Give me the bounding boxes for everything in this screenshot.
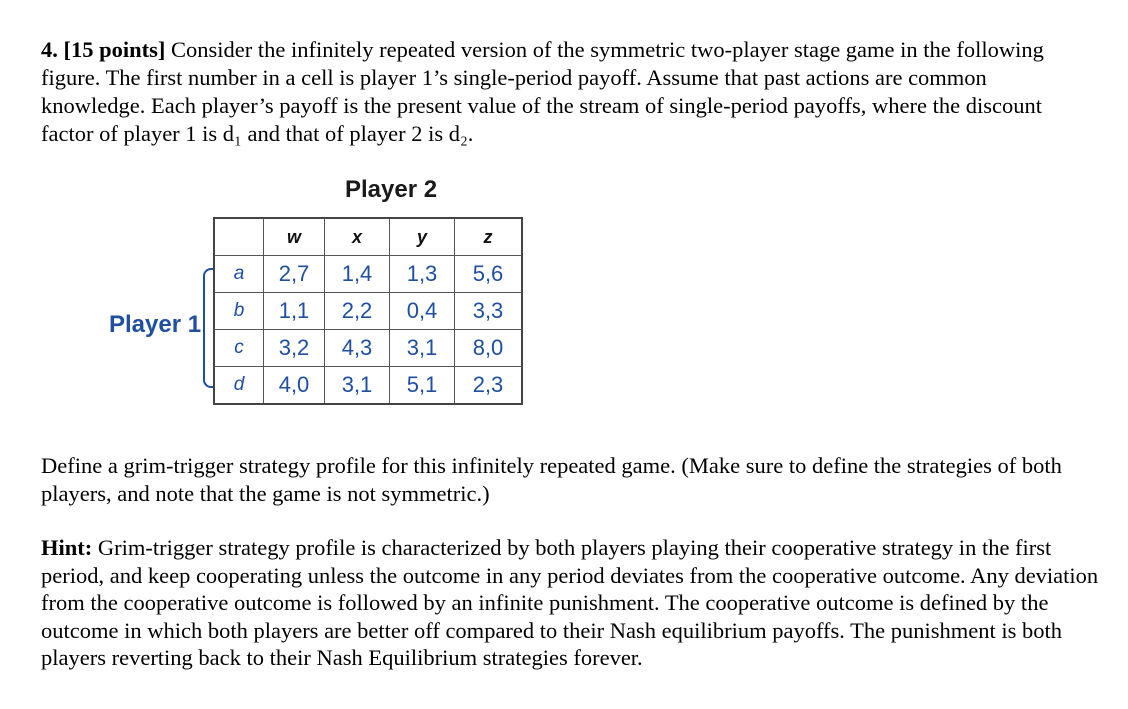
question-number: 4. [15 points] [41,37,166,62]
definition-text: Define a grim-trigger strategy profile for this infinitely repeated game. (Make sure to define the strategies of both players, and note that the game is not symmetric.) [41,453,1062,506]
payoff-cell: 3,2 [264,330,325,367]
payoff-cell: 4,0 [264,367,325,405]
table-corner [214,218,264,256]
payoff-cell: 3,1 [325,367,390,405]
hint-text [41,534,1101,672]
player2-label: Player 2 [345,176,438,203]
payoff-cell: 0,4 [390,293,455,330]
player1-brace-bottom [203,328,213,388]
payoff-matrix [213,217,523,405]
row-header-c: c [214,330,264,367]
payoff-cell: 4,3 [325,330,390,367]
question-text [41,36,1091,148]
column-header-y: y [390,218,455,256]
payoff-cell: 5,6 [455,256,523,293]
column-header-z: z [455,218,523,256]
payoff-cell: 3,1 [390,330,455,367]
question-body: Consider the infinitely repeated version of the symmetric two-player stage game in the following figure. The first number in a cell is player 1’s single-period payoff. Assume that past actions are common knowledge. Each player’s payoff is the present value of the stream of single-period payoffs, where the discount factor of player 1 is d₁ and that of player 2 is d₂. [41,37,1044,146]
payoff-cell: 1,4 [325,256,390,293]
table-row [214,330,522,367]
row-header-d: d [214,367,264,405]
hint-label: Hint: [41,535,93,560]
column-header-row [214,218,522,256]
row-header-b: b [214,293,264,330]
player1-label: Player 1 [109,311,202,338]
payoff-cell: 2,7 [264,256,325,293]
player1-brace-top [203,268,213,328]
payoff-cell: 1,1 [264,293,325,330]
column-header-x: x [325,218,390,256]
payoff-cell: 1,3 [390,256,455,293]
hint-body: Grim-trigger strategy profile is characterized by both players playing their cooperative strategy in the first period, and keep cooperating unless the outcome in any period deviates from the cooperative outcome. Any deviation from the cooperative outcome is followed by an infinite punishment. The cooperative outcome is defined by the outcome in which both players are better off compared to their Nash equilibrium payoffs. The punishment is both players reverting back to their Nash Equilibrium strategies forever. [41,535,1099,670]
table-row [214,367,522,405]
column-header-w: w [264,218,325,256]
table-row [214,293,522,330]
row-header-a: a [214,256,264,293]
payoff-cell: 2,3 [455,367,523,405]
payoff-cell: 2,2 [325,293,390,330]
payoff-cell: 5,1 [390,367,455,405]
table-row [214,256,522,293]
payoff-cell: 3,3 [455,293,523,330]
payoff-cell: 8,0 [455,330,523,367]
